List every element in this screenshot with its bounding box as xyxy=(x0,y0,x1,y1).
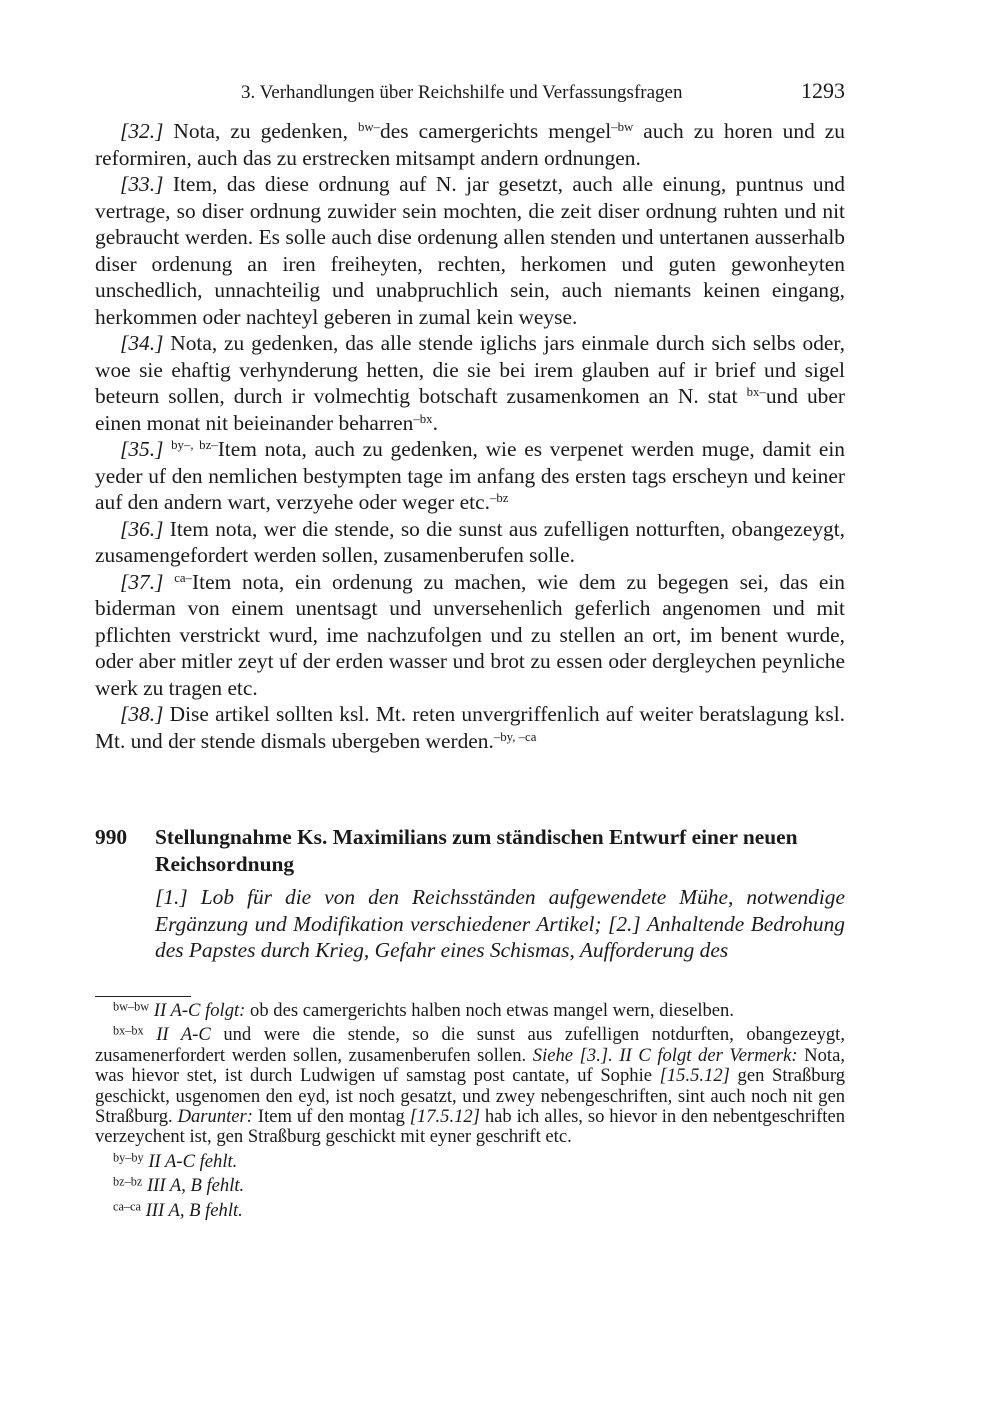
text: II A-C fehlt. xyxy=(148,1150,238,1172)
footnote-marker: ca– xyxy=(174,570,193,585)
section-number: 990 xyxy=(95,825,128,849)
text: Dise artikel sollten ksl. Mt. reten unvergriffenlich auf weiter beratslagung ksl. Mt. und der stende dismals ubergeben werden. xyxy=(95,702,845,753)
paragraph-32 xyxy=(95,118,845,171)
paragraph-37 xyxy=(95,569,845,702)
text: . xyxy=(432,410,438,435)
paragraph-number: [33.] xyxy=(120,172,164,196)
section-title: Stellungnahme Ks. Maximilians zum ständischen Entwurf einer neuen Reichsordnung xyxy=(155,825,798,876)
footnotes xyxy=(95,1001,845,1225)
footnote-bw xyxy=(95,1001,845,1021)
footnote-ca xyxy=(95,1201,845,1221)
running-header xyxy=(95,78,845,108)
paragraph-36 xyxy=(95,516,845,569)
paragraph-35 xyxy=(95,436,845,516)
text: und were die stende, so die sunst aus zufelligen notdurften, obangezeygt, zusamenerfordert werden sollen, zusamenberufen sollen. xyxy=(95,1024,845,1066)
footnote-marker: bx– xyxy=(746,384,766,399)
text: Nota, was hievor stet, ist durch Ludwigen uf samstag post cantate, uf Sophie xyxy=(95,1044,845,1087)
paragraph-number: [32.] xyxy=(120,119,164,143)
paragraph-number: [37.] xyxy=(120,569,164,594)
text: Item nota, auch zu gedenken, wie es verpenet werden muge, damit ein yeder uf den nemlichen bestympten tage im anfang des ersten tags erscheyn und keiner auf den andern wart, verzyehe oder weger etc. xyxy=(95,437,845,514)
paragraph-number: [35.] xyxy=(120,437,164,461)
text: Darunter: xyxy=(177,1106,253,1128)
footnote-mark: bw–bw xyxy=(113,999,150,1014)
footnote-mark: bz–bz xyxy=(113,1174,143,1189)
text: Item nota, ein ordenung zu machen, wie dem zu begegen sei, das ein biderman von einem unentsagt und unversehenlich geferlich angenomen und mit pflichten verstrickt wurd, ime nachzufolgen und zu stellen an ort, im benent wurde, oder aber mitler zeyt uf der erden wasser und brot zu essen oder dergleychen peynliche werk zu tragen etc. xyxy=(95,569,845,700)
footnote-bz xyxy=(95,1176,845,1196)
text: Item, das diese ordnung auf N. jar gesetzt, auch alle einung, puntnus und vertrage, so diser ordnung zuwider sein mochten, die zeit diser ordnung ruhten und nit gebraucht werden. Es solle auch dise ordenung allen stenden und untertanen ausserhalb diser ordenung an iren freiheyten, rechten, herkomen und guten gewonheyten unschedlich, unnachteilig und unabpruchlich sein, auch niemants keinen eingang, herkommen oder nachteyl geberen in zumal kein weyse. xyxy=(95,172,845,329)
text: [17.5.12] xyxy=(409,1106,480,1128)
running-title: 3. Verhandlungen über Reichshilfe und Verfassungsfragen xyxy=(241,82,683,103)
footnote-divider xyxy=(95,996,191,997)
text: gen Straßburg geschickt, usgenomen den eyd, ist noch gesatzt, und zwey nebengeschriften, sint auch noch nit gen Straßburg. xyxy=(95,1065,846,1128)
text: Nota, zu gedenken, das alle stende iglichs jars einmale durch sich selbs oder, woe sie ehaftig verhynderung hetten, die sie bei irem glauben auf ir brief und sigel beteurn sollen, durch ir volmechtig botschaft zusamenkomen an N. stat xyxy=(95,331,845,408)
text: Item uf den montag xyxy=(252,1106,410,1128)
footnote-marker: by–, bz– xyxy=(171,437,218,452)
page-number: 1293 xyxy=(801,78,845,103)
main-text xyxy=(95,118,845,754)
paragraph-38 xyxy=(95,701,845,754)
text: Nota, zu gedenken, xyxy=(163,119,358,143)
paragraph-number: [36.] xyxy=(120,516,164,541)
text: und uber einen monat nit beieinander beharren xyxy=(95,384,845,435)
section-summary: [1.] Lob für die von den Reichsständen aufgewendete Mühe, notwendige Ergänzung und Modifikation verschiedener Artikel; [2.] Anhaltende Bedrohung des Papstes durch Krieg, Gefahr eines Schismas, Aufforderung des xyxy=(155,885,845,962)
paragraph-34 xyxy=(95,330,845,436)
text: ob des camergerichts halben noch etwas mangel wern, dieselben. xyxy=(245,1000,734,1021)
text: Siehe [3.]. II C folgt der Vermerk: xyxy=(532,1044,798,1066)
text: III A, B fehlt. xyxy=(145,1199,243,1221)
text: auch zu horen und zu reformiren, auch das zu erstrecken mitsampt andern ordnungen. xyxy=(95,119,845,170)
footnote-mark: bx–bx xyxy=(113,1023,144,1038)
text: III A, B fehlt. xyxy=(146,1175,245,1197)
text: hab ich alles, so hievor in den nebentgeschriften verzeychent ist, gen Straßburg geschickt mit eyner geschrift etc. xyxy=(95,1106,845,1148)
footnote-by xyxy=(95,1152,845,1172)
text: des camergerichts mengel xyxy=(380,119,612,143)
footnote-marker: –bz xyxy=(489,490,509,505)
footnote-mark: by–by xyxy=(113,1150,144,1165)
document-section xyxy=(95,824,845,964)
text: II A-C folgt: xyxy=(153,1000,246,1021)
paragraph-number: [38.] xyxy=(120,702,164,726)
text: Item nota, wer die stende, so die sunst aus zufelligen notturften, obangezeygt, zusamengefordert werden sollen, zusamenberufen solle. xyxy=(95,516,845,567)
text: II A-C xyxy=(156,1024,211,1046)
footnote-marker: –by, –ca xyxy=(493,729,537,744)
footnote-marker: –bx xyxy=(413,411,433,426)
text: [15.5.12] xyxy=(659,1065,730,1087)
footnote-bx xyxy=(95,1025,845,1147)
paragraph-number: [34.] xyxy=(120,331,164,355)
footnote-mark: ca–ca xyxy=(113,1199,141,1214)
paragraph-33 xyxy=(95,171,845,330)
footnote-marker: bw– xyxy=(357,119,381,134)
footnote-marker: –bw xyxy=(611,119,634,134)
